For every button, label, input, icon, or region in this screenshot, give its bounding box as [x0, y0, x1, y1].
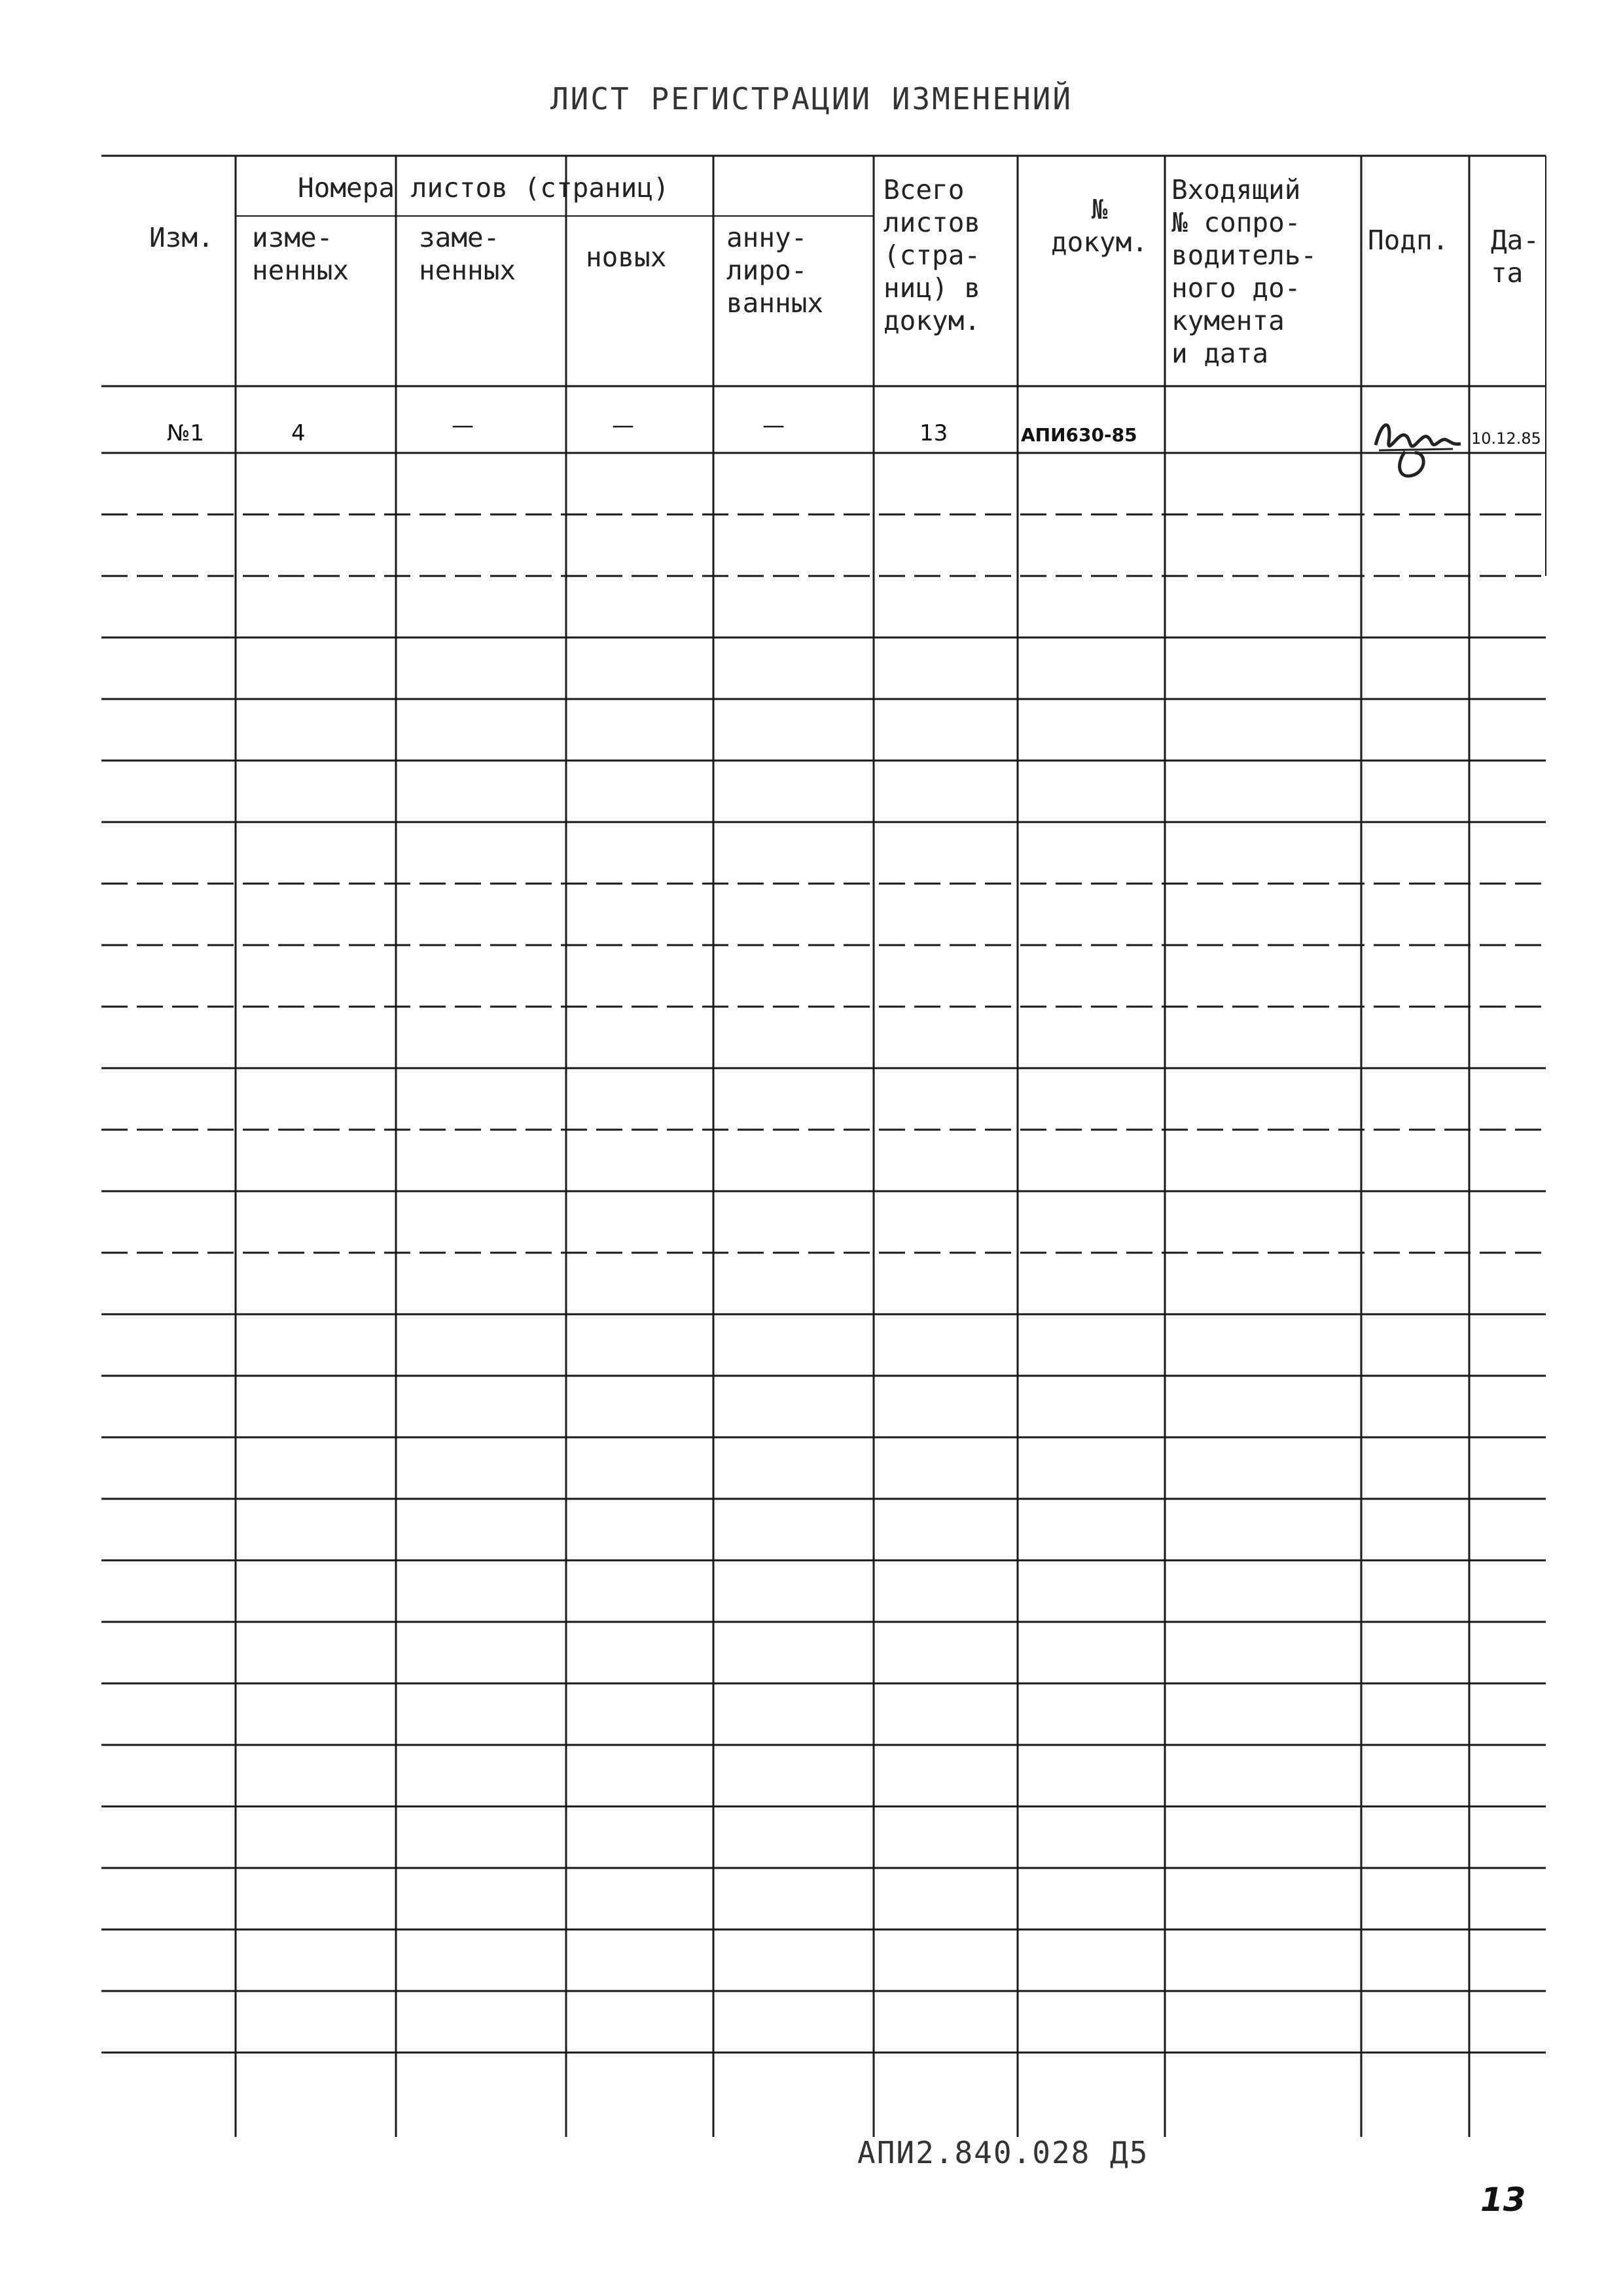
- header-data: Да- та: [1491, 224, 1540, 289]
- header-nomer-dokum: № докум.: [1050, 194, 1149, 258]
- header-zamenennykh: заме- ненных: [419, 222, 516, 286]
- row1-nomer-dokum: АПИ630-85: [1021, 424, 1137, 446]
- row1-data: 10.12.85: [1471, 429, 1541, 448]
- document-code: АПИ2.840.028 Д5: [857, 2135, 1149, 2170]
- header-izmenennykh: изме- ненных: [252, 222, 349, 286]
- header-vsego-listov: Всего листов (стра- ниц) в докум.: [883, 174, 981, 336]
- header-podp: Подп.: [1368, 224, 1449, 256]
- row1-signature: [1369, 406, 1467, 491]
- row1-vsego: 13: [919, 420, 948, 446]
- header-novykh: новых: [586, 242, 667, 273]
- row1-novykh: —: [612, 412, 634, 439]
- row1-annulirovannykh: —: [762, 412, 785, 439]
- row1-zamenennykh: —: [452, 412, 474, 439]
- header-annulirovannykh: анну- лиро- ванных: [726, 222, 824, 319]
- header-sheet-numbers-group: Номера листов (страниц): [298, 172, 669, 204]
- page-number: 13: [1480, 2181, 1526, 2219]
- header-vkhodyashchiy: Входящий № сопро- водитель- ного до- кумента и дата: [1171, 174, 1317, 369]
- row1-izm: №1: [167, 420, 204, 446]
- row1-izmenennykh: 4: [291, 420, 306, 446]
- header-izm: Изм.: [149, 222, 214, 253]
- page-title: ЛИСТ РЕГИСТРАЦИИ ИЗМЕНЕНИЙ: [550, 81, 1073, 117]
